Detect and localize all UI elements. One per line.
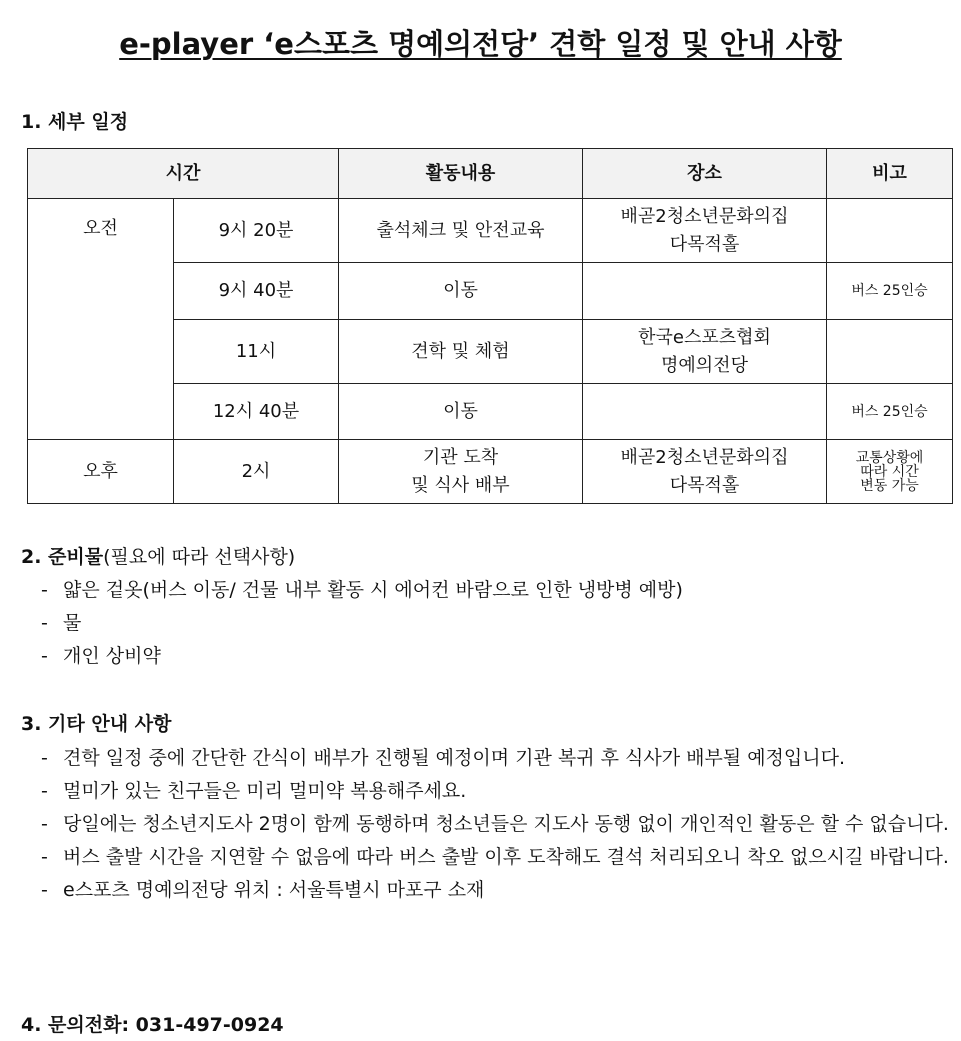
row-activity: 견학 및 체험 [339, 320, 583, 384]
header-note: 비고 [827, 149, 953, 199]
table-row [28, 440, 953, 504]
period-pm: 오후 [28, 440, 174, 504]
activity-line: 및 식사 배부 [411, 474, 510, 496]
section-3-list [41, 742, 959, 907]
schedule-table [27, 148, 953, 504]
header-place: 장소 [583, 149, 827, 199]
document-title: e-player ‘e스포츠 명예의전당’ 견학 일정 및 안내 사항 [119, 27, 842, 61]
list-item: - 얇은 겉옷(버스 이동/ 건물 내부 활동 시 에어컨 바람으로 인한 냉방병 예방) [41, 574, 683, 607]
row-time: 9시 20분 [174, 199, 339, 263]
list-item: - 당일에는 청소년지도사 2명이 함께 동행하며 청소년들은 지도사 동행 없이 개인적인 활동은 할 수 없습니다. [41, 808, 959, 841]
place-line: 명예의전당 [661, 354, 748, 376]
row-time: 11시 [174, 320, 339, 384]
place-line: 배곧2청소년문화의집 [620, 446, 789, 468]
row-activity: 출석체크 및 안전교육 [339, 199, 583, 263]
activity-line: 기관 도착 [422, 446, 499, 468]
section-2-heading: 2. 준비물(필요에 따라 선택사항) [21, 546, 296, 568]
place-line: 배곧2청소년문화의집 [620, 205, 789, 227]
note-line: 따라 시간 [860, 463, 919, 480]
row-note [827, 199, 953, 263]
row-note [827, 440, 953, 504]
section-2-list [41, 574, 683, 673]
section-1-heading: 1. 세부 일정 [21, 111, 129, 133]
place-line: 다목적홀 [669, 474, 740, 496]
row-note: 버스 25인승 [827, 263, 953, 320]
list-item: - 물 [41, 607, 683, 640]
row-activity: 이동 [339, 263, 583, 320]
note-line: 변동 가능 [860, 477, 919, 494]
list-item: - 버스 출발 시간을 지연할 수 없음에 따라 버스 출발 이후 도착해도 결석 처리되오니 착오 없으시길 바랍니다. [41, 841, 959, 874]
table-header-row [28, 149, 953, 199]
row-time: 2시 [174, 440, 339, 504]
place-line: 한국e스포츠협회 [638, 326, 771, 348]
header-time: 시간 [28, 149, 339, 199]
list-item: - 견학 일정 중에 간단한 간식이 배부가 진행될 예정이며 기관 복귀 후 식사가 배부될 예정입니다. [41, 742, 959, 775]
row-activity [339, 440, 583, 504]
section-3-heading: 3. 기타 안내 사항 [21, 713, 172, 735]
row-time: 9시 40분 [174, 263, 339, 320]
row-note [827, 320, 953, 384]
list-item: - 멀미가 있는 친구들은 미리 멀미약 복용해주세요. [41, 775, 959, 808]
row-place [583, 263, 827, 320]
row-time: 12시 40분 [174, 384, 339, 440]
section-4-heading: 4. 문의전화: 031-497-0924 [21, 1014, 284, 1036]
row-place [583, 199, 827, 263]
row-place [583, 440, 827, 504]
list-item: - 개인 상비약 [41, 640, 683, 673]
note-line: 교통상황에 [855, 449, 924, 466]
place-line: 다목적홀 [669, 233, 740, 255]
list-item: - e스포츠 명예의전당 위치 : 서울특별시 마포구 소재 [41, 874, 959, 907]
period-am: 오전 [28, 199, 174, 440]
row-place [583, 384, 827, 440]
row-note: 버스 25인승 [827, 384, 953, 440]
row-activity: 이동 [339, 384, 583, 440]
header-activity: 활동내용 [339, 149, 583, 199]
table-row [28, 199, 953, 263]
row-place [583, 320, 827, 384]
